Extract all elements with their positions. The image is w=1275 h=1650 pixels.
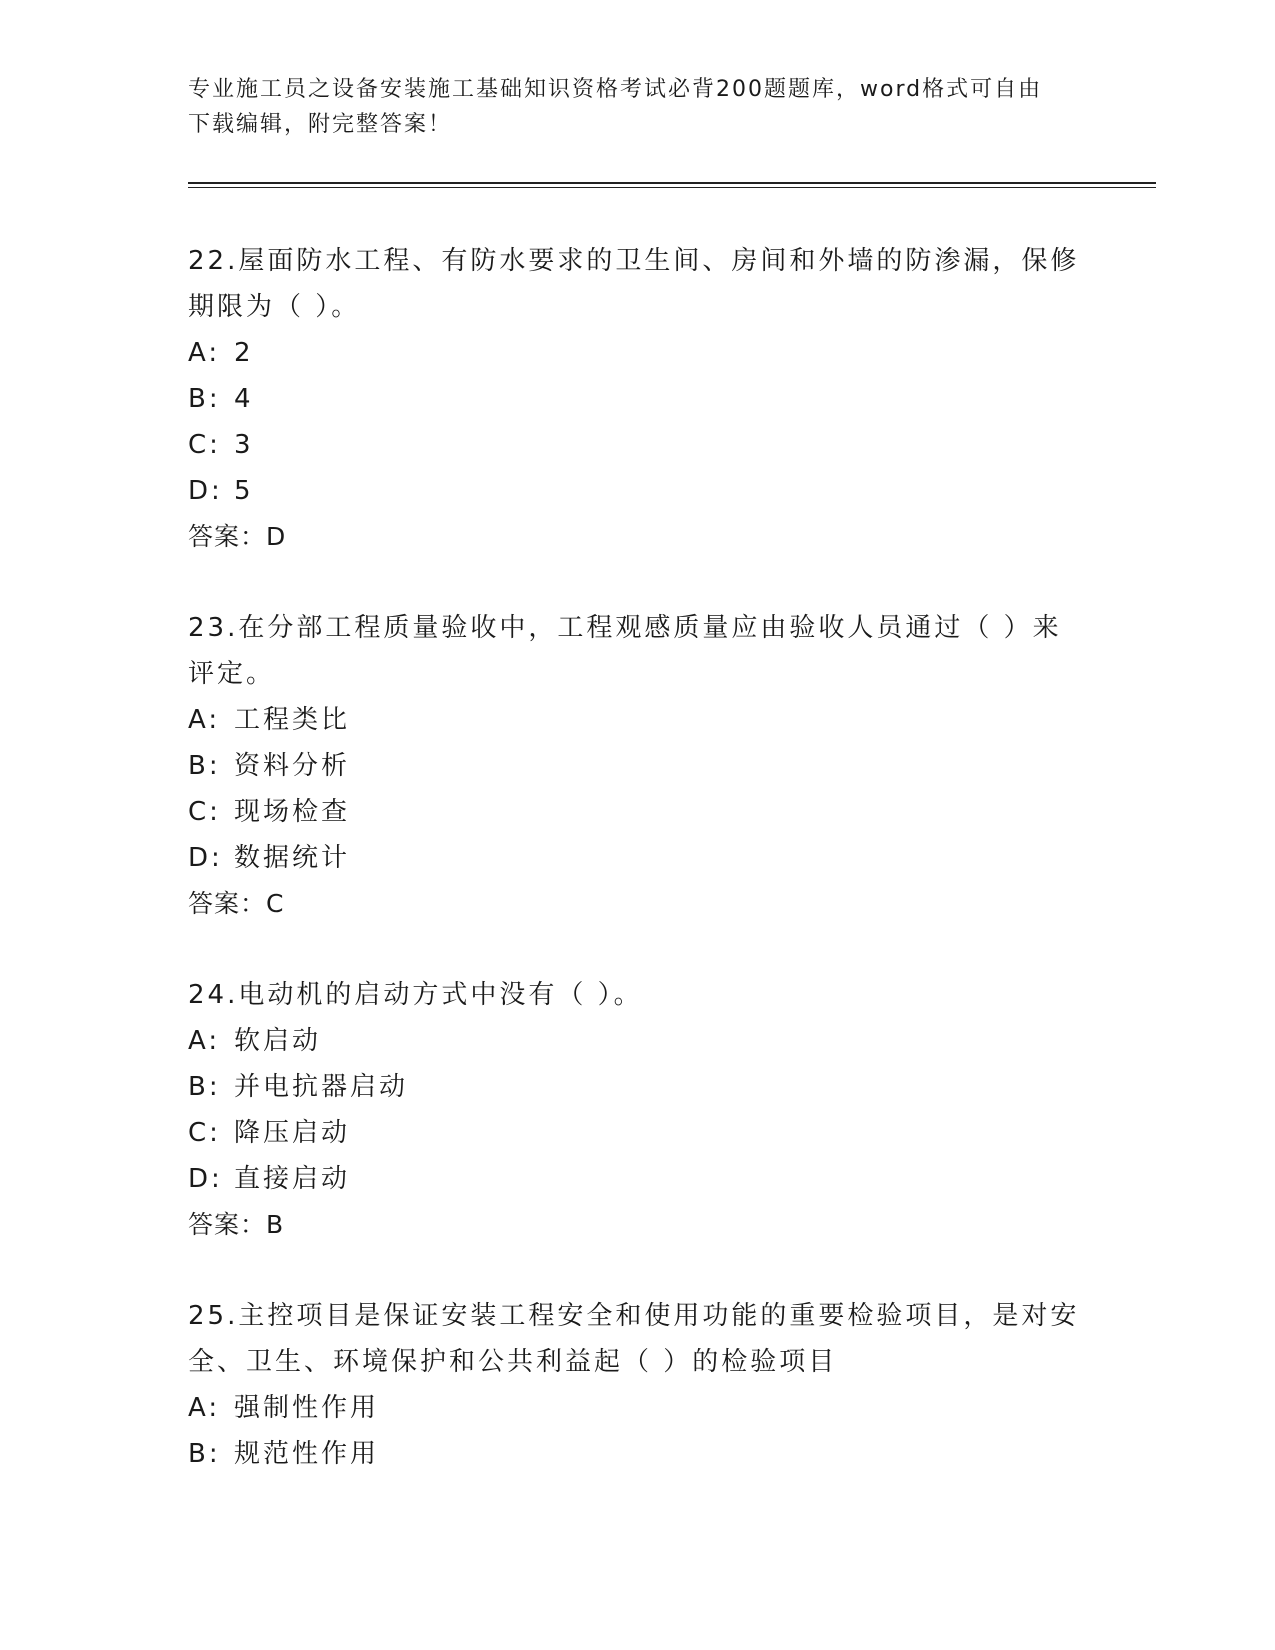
option-text: 强制性作用 <box>234 1393 380 1423</box>
option-b <box>188 1064 1156 1110</box>
option-text: 3 <box>234 430 254 460</box>
option-b <box>188 743 1156 789</box>
question-stem: 全、卫生、环境保护和公共利益起（ ）的检验项目 <box>188 1347 838 1377</box>
option-text: 直接启动 <box>234 1164 351 1194</box>
question-stem: 24.电动机的启动方式中没有（ ）。 <box>188 980 643 1010</box>
option-key: B: <box>188 751 221 781</box>
question-25 <box>188 1293 1156 1477</box>
option-a <box>188 330 1156 376</box>
option-c <box>188 422 1156 468</box>
question-stem: 评定。 <box>188 659 276 689</box>
answer: 答案：B <box>188 1210 285 1239</box>
answer: 答案：C <box>188 889 285 918</box>
option-text: 4 <box>234 384 254 414</box>
option-key: B: <box>188 1439 221 1469</box>
question-stem: 25.主控项目是保证安装工程安全和使用功能的重要检验项目，是对安 <box>188 1301 1080 1331</box>
option-key: A: <box>188 705 221 735</box>
option-b <box>188 1431 1156 1477</box>
option-d <box>188 835 1156 881</box>
option-d <box>188 468 1156 514</box>
document-page <box>188 72 1156 1477</box>
option-a <box>188 697 1156 743</box>
question-stem: 23.在分部工程质量验收中，工程观感质量应由验收人员通过（ ）来 <box>188 613 1062 643</box>
option-text: 工程类比 <box>234 705 351 735</box>
option-text: 并电抗器启动 <box>234 1072 409 1102</box>
option-key: D: <box>188 476 223 506</box>
header-line-2: 下载编辑，附完整答案！ <box>188 112 453 137</box>
question-24 <box>188 972 1156 1248</box>
option-text: 5 <box>234 476 254 506</box>
option-b <box>188 376 1156 422</box>
question-stem: 22.屋面防水工程、有防水要求的卫生间、房间和外墙的防渗漏，保修 <box>188 246 1080 276</box>
option-c <box>188 1110 1156 1156</box>
option-key: C: <box>188 1118 221 1148</box>
option-key: B: <box>188 1072 221 1102</box>
option-key: C: <box>188 430 221 460</box>
option-a <box>188 1018 1156 1064</box>
option-text: 数据统计 <box>234 843 351 873</box>
option-text: 降压启动 <box>234 1118 351 1148</box>
option-text: 现场检查 <box>234 797 351 827</box>
option-text: 规范性作用 <box>234 1439 380 1469</box>
option-text: 软启动 <box>234 1026 322 1056</box>
option-d <box>188 1156 1156 1202</box>
question-stem: 期限为（ ）。 <box>188 292 361 322</box>
option-text: 2 <box>234 338 254 368</box>
option-key: D: <box>188 1164 223 1194</box>
option-c <box>188 789 1156 835</box>
option-text: 资料分析 <box>234 751 351 781</box>
option-key: A: <box>188 1393 221 1423</box>
option-key: D: <box>188 843 223 873</box>
option-key: B: <box>188 384 221 414</box>
question-22 <box>188 238 1156 560</box>
answer: 答案：D <box>188 522 287 551</box>
question-23 <box>188 605 1156 927</box>
option-a <box>188 1385 1156 1431</box>
document-header <box>188 72 1156 142</box>
header-line-1: 专业施工员之设备安装施工基础知识资格考试必背200题题库，word格式可自由 <box>188 77 1043 102</box>
option-key: C: <box>188 797 221 827</box>
option-key: A: <box>188 338 221 368</box>
option-key: A: <box>188 1026 221 1056</box>
header-divider <box>188 182 1156 188</box>
